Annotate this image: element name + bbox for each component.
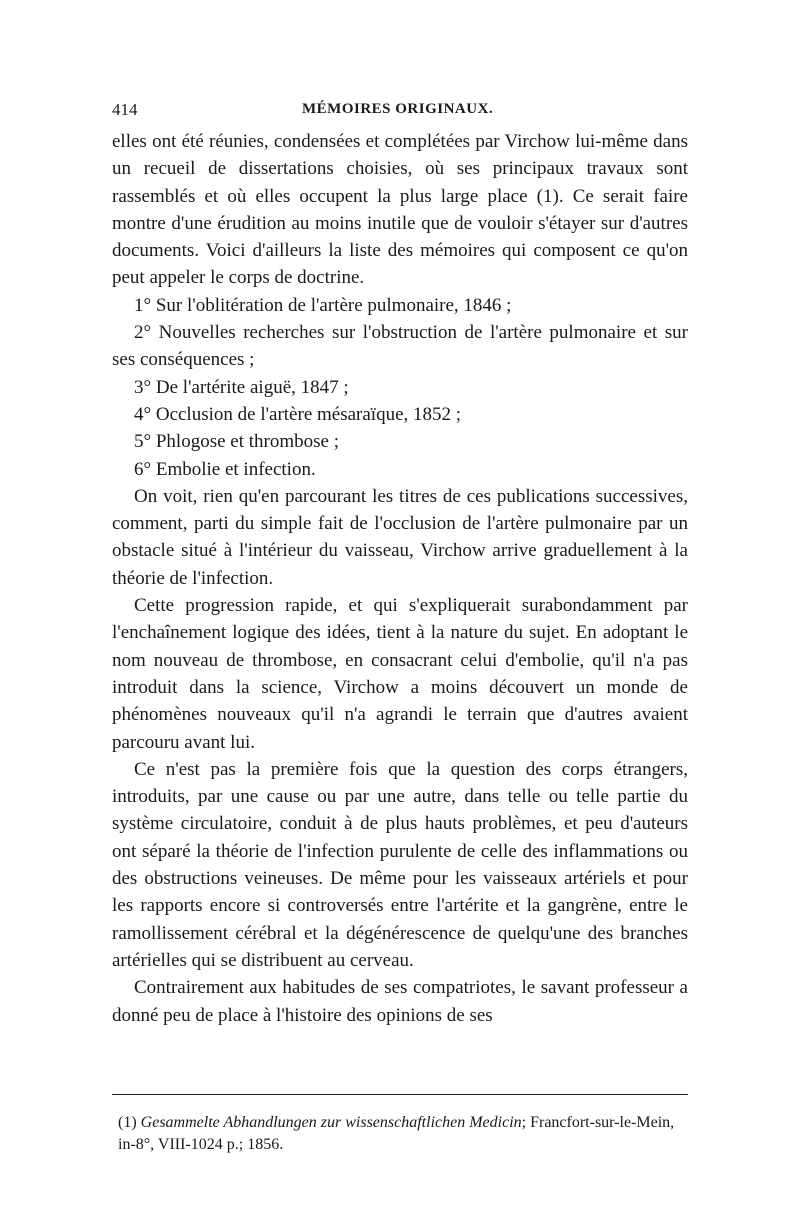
paragraph-2: On voit, rien qu'en parcourant les titres de ces publications successives, comment, parti du simple fait de l'occlusion de l'artère pulmonaire par un obstacle situé à l'intérieur du vaisseau, Virchow arrive graduellement à la théorie de l'infection.: [112, 485, 688, 589]
paragraph-1: elles ont été réunies, condensées et complétées par Virchow lui-même dans un recueil de dissertations choisies, où ses principaux travaux sont rassemblés et où elles occupent la plus large place (1). Ce serait faire montre d'une érudition au moins inutile que de vouloir s'étayer sur d'autres documents. Voici d'ailleurs la liste des mémoires qui composent ce qu'on peut appeler le corps de doctrine.: [112, 131, 688, 289]
footnote: [118, 1112, 688, 1156]
footnote-title: Gesammelte Abhandlungen zur wissenschaftlichen Medicin: [140, 1114, 522, 1131]
list-item-5: 5° Phlogose et thrombose ;: [134, 431, 339, 453]
paragraph-5: Contrairement aux habitudes de ses compatriotes, le savant professeur a donné peu de place à l'histoire des opinions de ses: [112, 977, 688, 1026]
page-header: [112, 100, 688, 124]
running-title: MÉMOIRES ORIGINAUX.: [302, 101, 494, 117]
list-item-3: 3° De l'artérite aiguë, 1847 ;: [134, 376, 349, 398]
footnote-divider: [112, 1094, 688, 1095]
paragraph-4: Ce n'est pas la première fois que la question des corps étrangers, introduits, par une cause ou par une autre, dans telle ou telle partie du système circulatoire, conduit à de plus hauts problèmes, et peu d'auteurs ont séparé la théorie de l'infection purulente de celle des inflammations ou des obstructions veineuses. De même pour les vaisseaux artériels et pour les rapports encore si controversés entre l'artérite et la gangrène, entre le ramollissement cérébral et la dégénérescence de quelqu'une des branches artérielles qui se distribuent au cerveau.: [112, 758, 688, 971]
list-item-6: 6° Embolie et infection.: [134, 458, 316, 480]
list-item-1: 1° Sur l'oblitération de l'artère pulmonaire, 1846 ;: [134, 294, 512, 316]
list-item-2: 2° Nouvelles recherches sur l'obstruction de l'artère pulmonaire et sur ses conséquences ;: [112, 322, 688, 371]
list-item-4: 4° Occlusion de l'artère mésaraïque, 1852 ;: [134, 403, 462, 425]
footnote-marker: (1): [118, 1114, 137, 1131]
paragraph-3: Cette progression rapide, et qui s'expliquerait surabondamment par l'enchaînement logique des idées, tient à la nature du sujet. En adoptant le nom nouveau de thrombose, en consacrant celui d'embolie, qu'il n'a pas introduit dans la science, Virchow a moins découvert un monde de phénomènes nouveaux qu'il n'a agrandi le terrain que d'autres avaient parcouru avant lui.: [112, 595, 688, 753]
page-number: 414: [112, 100, 138, 119]
footnote-details: ; Francfort-sur-le-Mein, in-8°, VIII-1024 p.; 1856.: [118, 1114, 675, 1153]
page-body: [112, 128, 688, 1029]
